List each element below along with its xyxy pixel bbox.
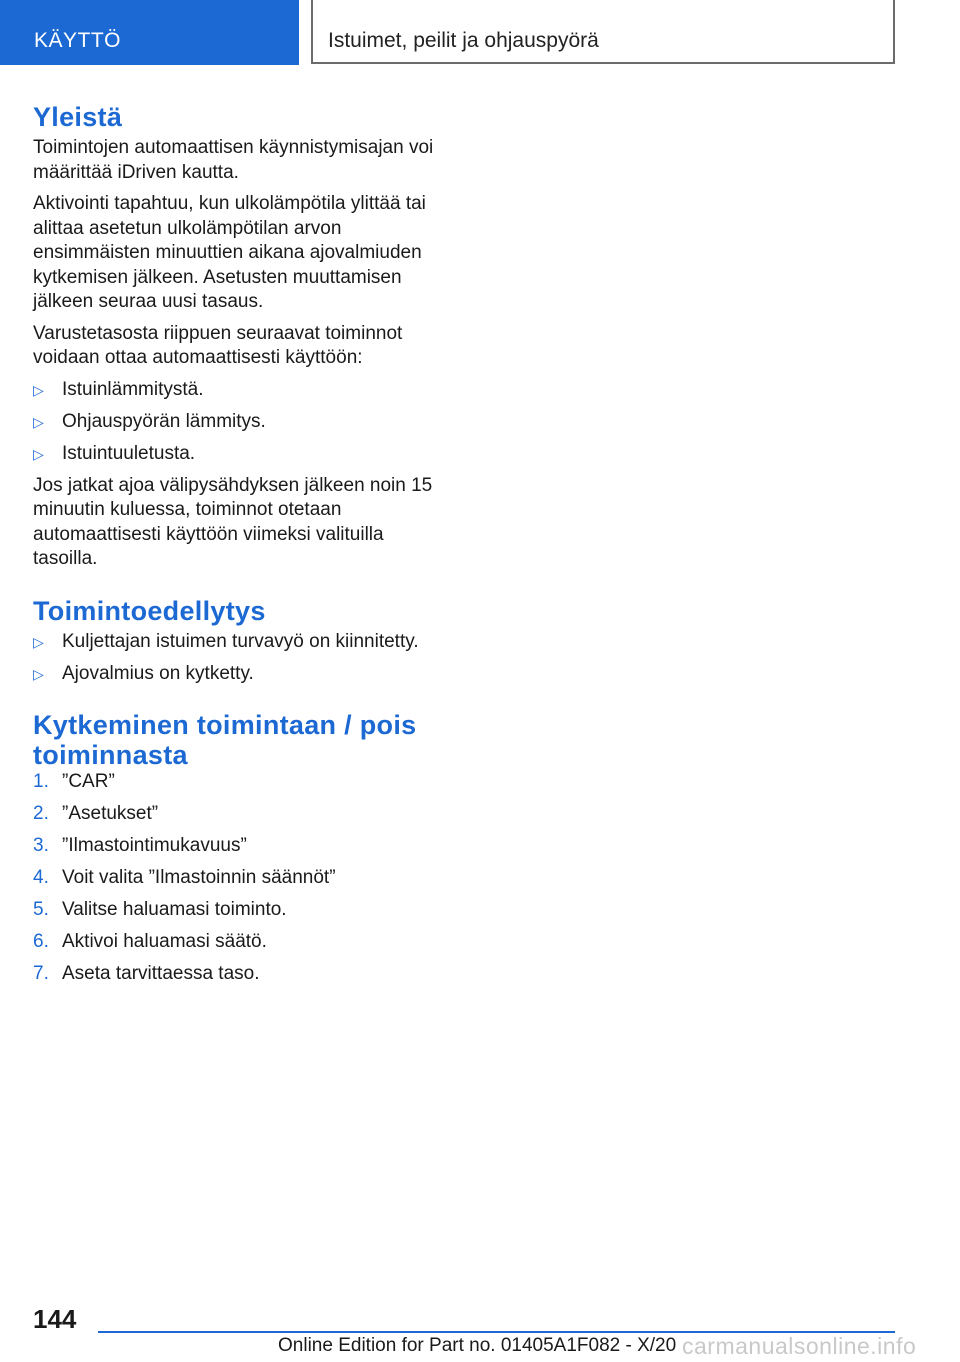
- step-number: 7.: [33, 963, 49, 984]
- triangle-bullet-icon: ▷: [33, 381, 44, 398]
- general-paragraph-1: Toimintojen automaattisen käynnistymisajan voi määrittää iDriven kautta.: [33, 137, 434, 183]
- watermark: carmanualsonline.info: [682, 1333, 917, 1359]
- steps-list: [33, 770, 453, 987]
- list-item: ▷ Ohjauspyörän lämmitys.: [33, 410, 453, 435]
- page-number: 144: [33, 1304, 77, 1334]
- step-number: 5.: [33, 899, 49, 920]
- step-item: 7. Aseta tarvittaessa taso.: [33, 962, 453, 987]
- general-paragraph-3: Varustetasosta riippuen seuraavat toiminnot voidaan ottaa automaattisesti käyttöön:: [33, 322, 403, 368]
- main-content: [33, 102, 453, 994]
- requirements-bullet-list: [33, 630, 453, 687]
- general-bullet-list: [33, 378, 453, 467]
- step-item: 4. Voit valita ”Ilmastoinnin säännöt”: [33, 866, 453, 891]
- heading-switching: Kytkeminen toimintaan / pois toiminnasta: [33, 710, 417, 770]
- triangle-bullet-icon: ▷: [33, 445, 44, 462]
- general-paragraph-4: Jos jatkat ajoa välipysähdyksen jälkeen noin 15 minuutin kuluessa, toiminnot otetaan automaattisesti käyttöön viimeksi valituilla tasoilla.: [33, 474, 433, 569]
- section-tab: [0, 0, 299, 65]
- list-item: ▷ Istuinlämmitystä.: [33, 378, 453, 403]
- step-number: 3.: [33, 835, 49, 856]
- step-number: 1.: [33, 771, 49, 792]
- step-number: 2.: [33, 803, 49, 824]
- heading-requirements: Toimintoedellytys: [33, 595, 266, 626]
- list-item: ▷ Kuljettajan istuimen turvavyö on kiinnitetty.: [33, 630, 453, 655]
- step-item: 5. Valitse haluamasi toiminto.: [33, 898, 453, 923]
- step-number: 4.: [33, 867, 49, 888]
- triangle-bullet-icon: ▷: [33, 665, 44, 682]
- triangle-bullet-icon: ▷: [33, 633, 44, 650]
- section-label: KÄYTTÖ: [34, 29, 122, 52]
- step-item: 6. Aktivoi haluamasi säätö.: [33, 930, 453, 955]
- step-item: 1. ”CAR”: [33, 770, 453, 795]
- step-number: 6.: [33, 931, 49, 952]
- general-paragraph-2: Aktivointi tapahtuu, kun ulkolämpötila ylittää tai alittaa asetetun ulkolämpötilan arvon ensimmäisten minuuttien aikana ajovalmiuden kytkemisen jälkeen. Asetusten muuttamisen jälkeen seuraa uusi tasaus.: [33, 193, 426, 312]
- list-item: ▷ Istuintuuletusta.: [33, 442, 453, 467]
- list-item: ▷ Ajovalmius on kytketty.: [33, 662, 453, 687]
- triangle-bullet-icon: ▷: [33, 413, 44, 430]
- heading-general: Yleistä: [33, 102, 123, 132]
- step-item: 2. ”Asetukset”: [33, 802, 453, 827]
- edition-note: Online Edition for Part no. 01405A1F082 - X/20: [278, 1335, 677, 1356]
- chapter-title: Istuimet, peilit ja ohjauspyörä: [328, 29, 599, 52]
- step-item: 3. ”Ilmastointimukavuus”: [33, 834, 453, 859]
- chapter-header: [311, 0, 895, 64]
